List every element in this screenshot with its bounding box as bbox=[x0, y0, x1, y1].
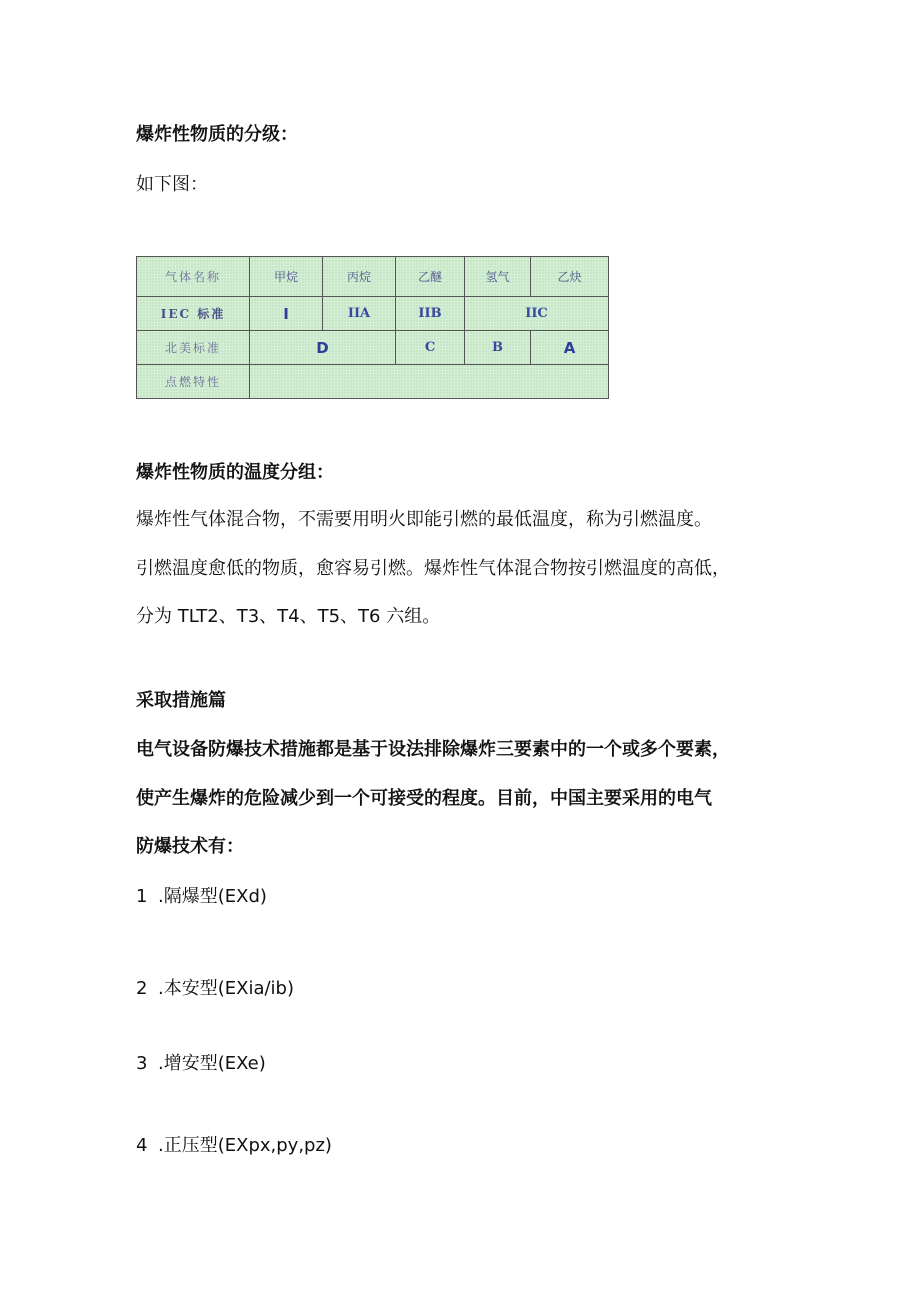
list-item bbox=[136, 974, 294, 1000]
paragraph-line: 引燃温度愈低的物质，愈容易引燃。爆炸性气体混合物按引燃温度的高低， bbox=[136, 558, 730, 579]
table-cell: 甲烷 bbox=[250, 257, 323, 297]
intro-text: 如下图： bbox=[136, 174, 208, 195]
paragraph-line: 爆炸性气体混合物，不需要用明火即能引燃的最低温度，称为引燃温度。 bbox=[136, 509, 712, 530]
bold-paragraph-line: 防爆技术有： bbox=[136, 836, 244, 857]
table-cell: 乙醚 bbox=[396, 257, 465, 297]
table-row bbox=[137, 257, 609, 297]
gas-grading-table bbox=[136, 256, 609, 399]
row-label: 北美标准 bbox=[137, 331, 250, 365]
list-text: .增安型(EXe) bbox=[158, 1053, 266, 1074]
section-heading-grading: 爆炸性物质的分级： bbox=[136, 124, 298, 145]
list-item bbox=[136, 882, 267, 908]
list-text: .正压型(EXpx,py,pz) bbox=[158, 1135, 332, 1156]
section-heading-temperature: 爆炸性物质的温度分组： bbox=[136, 462, 334, 483]
table-cell: IIB bbox=[396, 297, 465, 331]
table-cell: I bbox=[250, 297, 323, 331]
list-number: 3 bbox=[136, 1053, 148, 1074]
list-number: 1 bbox=[136, 886, 148, 907]
table-cell: 乙炔 bbox=[531, 257, 609, 297]
bold-paragraph-line: 电气设备防爆技术措施都是基于设法排除爆炸三要素中的一个或多个要素， bbox=[136, 739, 730, 760]
list-number: 2 bbox=[136, 978, 148, 999]
bold-paragraph-line: 使产生爆炸的危险减少到一个可接受的程度。目前，中国主要采用的电气 bbox=[136, 788, 712, 809]
table-cell: IIA bbox=[323, 297, 396, 331]
table-cell: IIC bbox=[465, 297, 609, 331]
table-row bbox=[137, 331, 609, 365]
table-row bbox=[137, 297, 609, 331]
paragraph-line: 分为 TLT2、T3、T4、T5、T6 六组。 bbox=[136, 606, 441, 627]
list-number: 4 bbox=[136, 1135, 148, 1156]
table-cell bbox=[250, 365, 609, 399]
list-text: .隔爆型(EXd) bbox=[158, 886, 267, 907]
section-heading-measures: 采取措施篇 bbox=[136, 690, 226, 711]
list-item bbox=[136, 1131, 332, 1157]
table-row bbox=[137, 365, 609, 399]
row-label: IEC 标准 bbox=[137, 297, 250, 331]
table-cell: A bbox=[531, 331, 609, 365]
table-cell: B bbox=[465, 331, 531, 365]
table-cell: 氢气 bbox=[465, 257, 531, 297]
list-text: .本安型(EXia∕ib) bbox=[158, 978, 294, 999]
row-label: 点燃特性 bbox=[137, 365, 250, 399]
row-label: 气体名称 bbox=[137, 257, 250, 297]
table-cell: 丙烷 bbox=[323, 257, 396, 297]
list-item bbox=[136, 1049, 266, 1075]
table-cell: C bbox=[396, 331, 465, 365]
table-cell: D bbox=[250, 331, 396, 365]
